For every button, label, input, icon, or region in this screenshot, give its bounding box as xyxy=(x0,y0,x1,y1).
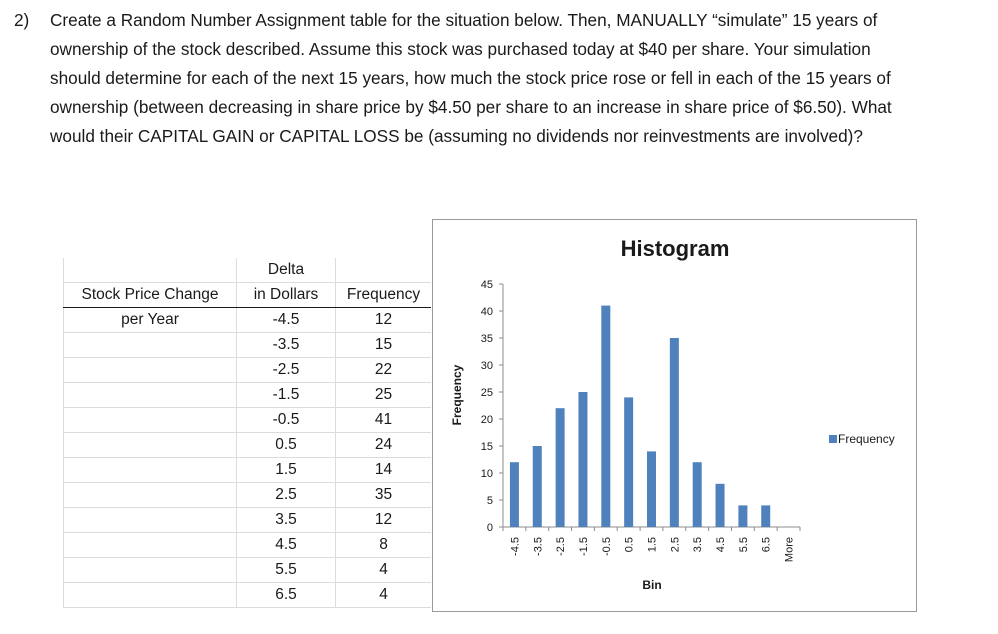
table-cell-label xyxy=(64,333,237,358)
histogram-bar xyxy=(601,306,610,527)
table-cell-label xyxy=(64,358,237,383)
y-tick-label: 0 xyxy=(486,522,493,534)
y-tick-label: 35 xyxy=(480,333,493,345)
table-row xyxy=(64,583,432,608)
chart-plot-area xyxy=(481,279,800,562)
histogram-bar xyxy=(556,408,565,527)
table-row xyxy=(64,483,432,508)
table-cell-label xyxy=(64,533,237,558)
x-tick-label: -1.5 xyxy=(577,537,590,556)
histogram-chart xyxy=(432,219,917,612)
y-tick-label: 5 xyxy=(486,495,493,507)
table-cell-label xyxy=(64,583,237,608)
table-cell-label xyxy=(64,383,237,408)
x-tick-label: -3.5 xyxy=(532,537,545,556)
table-row xyxy=(64,408,432,433)
table-cell-frequency: 12 xyxy=(336,508,432,533)
table-cell-frequency: 14 xyxy=(336,458,432,483)
table-cell-frequency: 15 xyxy=(336,333,432,358)
legend-swatch xyxy=(829,435,837,443)
problem-line-3: should determine for each of the next 15 years, how much the stock price rose or fell in each of the 15 years of xyxy=(50,68,891,88)
x-tick-label: 3.5 xyxy=(692,537,705,553)
problem-line-5: would their CAPITAL GAIN or CAPITAL LOSS be (assuming no dividends nor reinvestments are involved)? xyxy=(50,126,863,146)
table-cell-frequency: 4 xyxy=(336,583,432,608)
table-header-delta: Delta xyxy=(237,258,336,283)
x-tick-label: -2.5 xyxy=(555,537,568,556)
problem-statement xyxy=(14,6,989,151)
table-cell-delta: 3.5 xyxy=(237,508,336,533)
table-row xyxy=(64,308,432,333)
table-cell-frequency: 22 xyxy=(336,358,432,383)
table-cell-frequency: 24 xyxy=(336,433,432,458)
table-cell-delta: 6.5 xyxy=(237,583,336,608)
table-cell-frequency: 25 xyxy=(336,383,432,408)
histogram-bar xyxy=(533,446,542,527)
y-tick-label: 45 xyxy=(480,279,493,291)
table-cell-label: per Year xyxy=(64,308,237,333)
histogram-bar xyxy=(510,462,519,527)
x-tick-label: 1.5 xyxy=(646,537,659,553)
histogram-svg xyxy=(433,220,916,611)
table-row xyxy=(64,383,432,408)
table-cell-frequency: 8 xyxy=(336,533,432,558)
table-cell-label xyxy=(64,408,237,433)
histogram-bar xyxy=(738,505,747,527)
y-tick-label: 25 xyxy=(480,387,493,399)
x-tick-label: -0.5 xyxy=(600,537,613,556)
frequency-table xyxy=(63,258,431,608)
table-cell-label xyxy=(64,508,237,533)
table-header-blank xyxy=(336,258,432,283)
histogram-bar xyxy=(761,505,770,527)
table-row xyxy=(64,433,432,458)
histogram-bar xyxy=(578,392,587,527)
histogram-bar xyxy=(670,338,679,527)
table-header-stock-price-change: Stock Price Change xyxy=(64,283,237,308)
problem-line-1: Create a Random Number Assignment table for the situation below. Then, MANUALLY “simulate” 15 years of xyxy=(50,10,878,30)
problem-line-4: ownership (between decreasing in share price by $4.50 per share to an increase in share price of $6.50). What xyxy=(50,97,892,117)
table-cell-delta: 4.5 xyxy=(237,533,336,558)
table-header-frequency: Frequency xyxy=(336,283,432,308)
table-cell-frequency: 12 xyxy=(336,308,432,333)
table-row xyxy=(64,508,432,533)
problem-text xyxy=(50,6,989,151)
table-row xyxy=(64,558,432,583)
histogram-bar xyxy=(693,462,702,527)
table-cell-delta: -2.5 xyxy=(237,358,336,383)
table-cell-delta: 0.5 xyxy=(237,433,336,458)
legend-label: Frequency xyxy=(838,432,895,446)
table-cell-delta: -0.5 xyxy=(237,408,336,433)
table-row xyxy=(64,358,432,383)
table-row xyxy=(64,533,432,558)
table-cell-delta: -4.5 xyxy=(237,308,336,333)
table-cell-frequency: 35 xyxy=(336,483,432,508)
table-header-blank xyxy=(64,258,237,283)
y-tick-label: 20 xyxy=(480,414,493,426)
chart-y-axis-label: Frequency xyxy=(450,364,464,426)
table-row xyxy=(64,333,432,358)
chart-legend xyxy=(829,432,895,446)
histogram-bar xyxy=(647,451,656,527)
table-cell-delta: 2.5 xyxy=(237,483,336,508)
table-cell-delta: 5.5 xyxy=(237,558,336,583)
table-row xyxy=(64,458,432,483)
x-tick-label: 5.5 xyxy=(737,537,750,553)
table-cell-delta: -1.5 xyxy=(237,383,336,408)
table-cell-label xyxy=(64,558,237,583)
y-tick-label: 15 xyxy=(480,441,493,453)
histogram-bar xyxy=(716,484,725,527)
chart-x-axis-label: Bin xyxy=(642,578,662,592)
table-body xyxy=(64,308,432,608)
x-tick-label: 2.5 xyxy=(669,537,682,553)
table-cell-label xyxy=(64,483,237,508)
table-cell-frequency: 4 xyxy=(336,558,432,583)
table-cell-frequency: 41 xyxy=(336,408,432,433)
x-tick-label: 0.5 xyxy=(623,537,636,553)
x-tick-label: More xyxy=(783,537,796,563)
table-cell-delta: -3.5 xyxy=(237,333,336,358)
table-cell-label xyxy=(64,458,237,483)
table-header-in-dollars: in Dollars xyxy=(237,283,336,308)
chart-title: Histogram xyxy=(620,236,730,261)
table-cell-label xyxy=(64,433,237,458)
x-tick-label: 4.5 xyxy=(715,537,728,553)
table-cell-delta: 1.5 xyxy=(237,458,336,483)
x-tick-label: -4.5 xyxy=(509,537,522,556)
x-tick-label: 6.5 xyxy=(760,537,773,553)
y-tick-label: 30 xyxy=(480,360,493,372)
y-tick-label: 40 xyxy=(480,306,493,318)
histogram-bar xyxy=(624,397,633,527)
problem-line-2: ownership of the stock described. Assume this stock was purchased today at $40 per share. Your simulation xyxy=(50,39,871,59)
y-tick-label: 10 xyxy=(480,468,493,480)
problem-number: 2) xyxy=(14,10,30,30)
